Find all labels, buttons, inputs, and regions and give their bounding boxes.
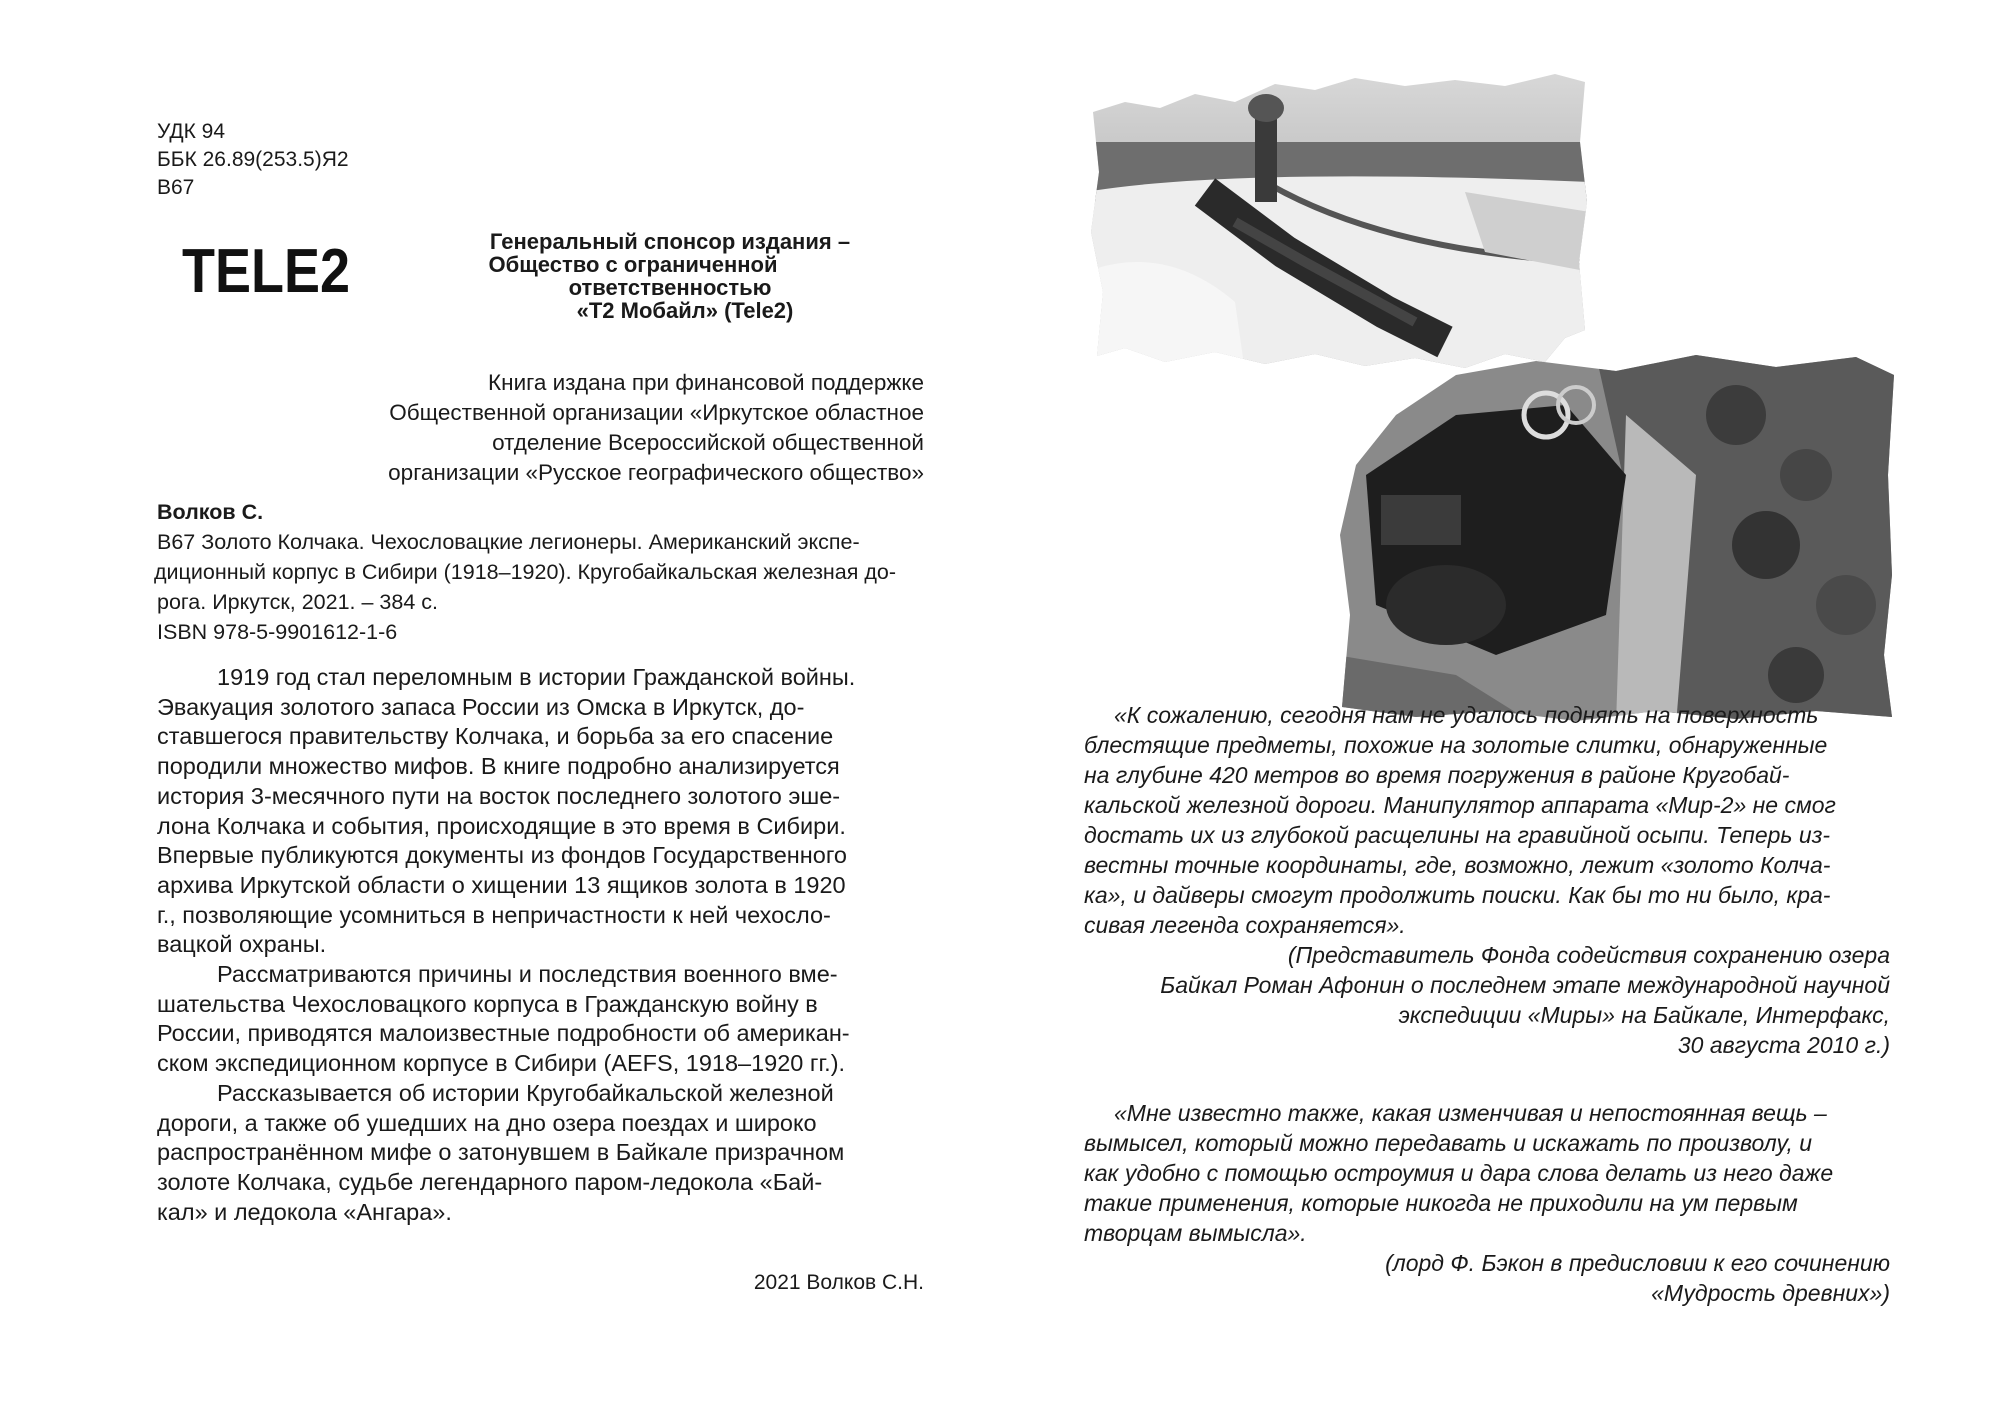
quote-afonin <box>1084 700 1890 1060</box>
wrecked-locomotive-photo <box>1336 355 1896 730</box>
bbk-code: ББК 26.89(253.5)Я2 <box>157 148 349 171</box>
sponsor-line: ответственностью <box>568 275 772 300</box>
record-line: В67 Золото Колчака. Чехословацкие легионеры. Американский экспе- <box>157 530 860 554</box>
abstract-line: шательства Чехословацкого корпуса в Гражданскую войну в <box>157 990 818 1017</box>
abstract-line: России, приводятся малоизвестные подробности об американ- <box>157 1020 850 1047</box>
quote-line: блестящие предметы, похожие на золотые слитки, обнаруженные <box>1084 732 1828 758</box>
wrecked-locomotive-image <box>1336 355 1896 725</box>
tele2-logo-graphic <box>182 237 354 306</box>
bibliographic-record <box>154 497 925 647</box>
udk-code: УДК 94 <box>157 120 226 143</box>
record-author: Волков С. <box>157 500 264 524</box>
abstract-line: Рассматриваются причины и последствия военного вме- <box>217 961 838 988</box>
quote-source-line: (Представитель Фонда содействия сохранению озера <box>1287 942 1890 968</box>
quote-source-line: 30 августа 2010 г.) <box>1677 1032 1890 1058</box>
financial-support-block <box>240 368 924 488</box>
classification-codes <box>157 118 349 202</box>
quote-line: ка», и дайверы смогут продолжить поиски. Как бы то ни было, кра- <box>1084 882 1831 908</box>
abstract-line: дороги, а также об ушедших на дно озера поездах и широко <box>157 1109 817 1136</box>
quote-line: творцам вымысла». <box>1084 1220 1307 1246</box>
quote-line: достать их из глубокой расщелины на гравийной осыпи. Теперь из- <box>1084 822 1831 848</box>
record-line: рога. Иркутск, 2021. – 384 с. <box>157 590 438 614</box>
author-code: В67 <box>157 176 195 199</box>
abstract-line: 1919 год стал переломным в истории Гражданской войны. <box>217 664 856 690</box>
right-page <box>1000 0 2000 1419</box>
abstract-line: золоте Колчака, судьбе легендарного паром-ледокола «Бай- <box>157 1168 823 1195</box>
tele2-logo-text: TELE2 <box>182 237 350 306</box>
quote-line: как удобно с помощью остроумия и дара слова делать из него даже <box>1084 1160 1834 1186</box>
quote-line: вестны точные координаты, где, возможно, лежит «золото Колча- <box>1084 852 1831 878</box>
abstract-line: история 3-месячного пути на восток последнего золотого эше- <box>157 782 841 809</box>
quote-line: «Мне известно также, какая изменчивая и непостоянная вещь – <box>1114 1100 1827 1126</box>
abstract-line: кал» и ледокола «Ангара». <box>157 1198 452 1225</box>
general-sponsor-block <box>440 230 900 322</box>
armored-train-image <box>1085 72 1590 372</box>
abstract-line: г., позволяющие усомниться в непричастности к ней чехосло- <box>157 901 831 928</box>
support-line: Общественной организации «Иркутское областное <box>389 400 924 425</box>
record-isbn: ISBN 978-5-9901612-1-6 <box>157 620 398 644</box>
armored-train-photo <box>1085 72 1590 377</box>
abstract-line: Эвакуация золотого запаса России из Омска в Иркутск, до- <box>157 693 805 720</box>
quote-line: такие применения, которые никогда не приходили на ум первым <box>1084 1190 1798 1216</box>
quote-source-line: Байкал Роман Афонин о последнем этапе международной научной <box>1160 972 1890 998</box>
quote-source-line: (лорд Ф. Бэкон в предисловии к его сочинению <box>1385 1250 1890 1276</box>
abstract-line: Рассказывается об истории Кругобайкальской железной <box>217 1079 834 1106</box>
abstract-line: лона Колчака и события, происходящие в это время в Сибири. <box>157 812 846 839</box>
support-line: отделение Всероссийской общественной <box>492 430 924 455</box>
quote-bacon <box>1084 1098 1890 1308</box>
quote-line: сивая легенда сохраняется». <box>1084 912 1406 938</box>
book-abstract <box>157 663 925 1227</box>
sponsor-line: Генеральный спонсор издания – <box>489 229 851 254</box>
quote-line: кальской железной дороги. Манипулятор аппарата «Мир-2» не смог <box>1084 792 1836 818</box>
abstract-line: распространённом мифе о затонувшем в Байкале призрачном <box>157 1139 845 1166</box>
tele2-logo <box>182 237 354 306</box>
abstract-line: ском экспедиционном корпусе в Сибири (AEFS, 1918–1920 гг.). <box>157 1050 846 1077</box>
abstract-line: вацкой охраны. <box>157 931 327 958</box>
quote-source-line: «Мудрость древних») <box>1651 1280 1890 1306</box>
abstract-line: породили множество мифов. В книге подробно анализируется <box>157 753 840 780</box>
copyright-notice: 2021 Волков С.Н. <box>753 1271 924 1294</box>
abstract-line: ставшегося правительству Колчака, и борьба за его спасение <box>157 723 834 750</box>
sponsor-line: «Т2 Мобайл» (Tele2) <box>576 298 794 323</box>
sponsor-line: Общество с ограниченной <box>488 252 778 277</box>
quote-line: на глубине 420 метров во время погружения в районе Кругобай- <box>1084 762 1790 788</box>
support-line: организации «Русское географического общество» <box>388 460 924 485</box>
quote-line: вымысел, который можно передавать и искажать по произволу, и <box>1084 1130 1813 1156</box>
quote-line: «К сожалению, сегодня нам не удалось поднять на поверхность <box>1114 702 1819 728</box>
abstract-line: Впервые публикуются документы из фондов Государственного <box>157 842 847 869</box>
record-line: диционный корпус в Сибири (1918–1920). Кругобайкальская железная до- <box>154 560 897 584</box>
support-line: Книга издана при финансовой поддержке <box>488 370 924 395</box>
abstract-line: архива Иркутской области о хищении 13 ящиков золота в 1920 <box>157 871 846 898</box>
quote-source-line: экспедиции «Миры» на Байкале, Интерфакс, <box>1398 1002 1890 1028</box>
